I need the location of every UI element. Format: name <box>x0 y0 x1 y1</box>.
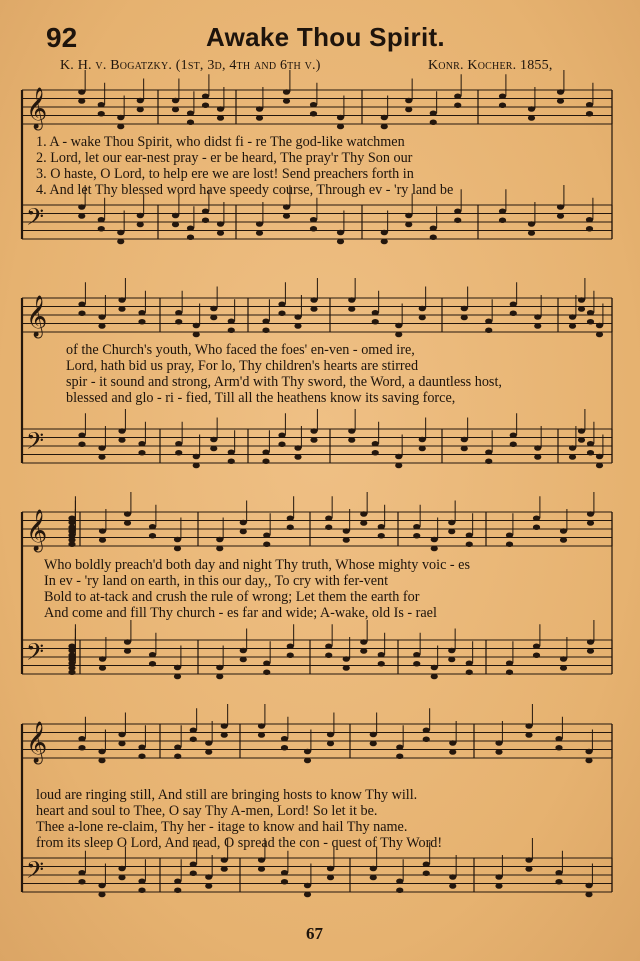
note-head <box>423 861 430 867</box>
note-head <box>327 866 334 872</box>
note-head <box>555 879 562 885</box>
note-head <box>396 887 403 893</box>
note-head <box>585 758 592 764</box>
note-head <box>423 870 430 876</box>
system-1-verse-4: 4. And let Thy blessed word have speedy course, Through ev - 'ry land be <box>36 182 454 198</box>
treble-clef-icon: 𝄞 <box>26 88 48 129</box>
note-head <box>281 879 288 885</box>
note-head <box>258 866 265 872</box>
note-head <box>98 749 105 755</box>
hymn-number: 92 <box>46 22 78 53</box>
note-head <box>304 749 311 755</box>
note-head <box>221 866 228 872</box>
note-head <box>396 878 403 884</box>
note-head <box>370 875 377 881</box>
music-credit: Konr. Kocher. 1855, <box>428 58 553 73</box>
note-head <box>423 736 430 742</box>
note-head <box>281 745 288 751</box>
note-head <box>327 732 334 738</box>
note-head <box>98 892 105 898</box>
note-head <box>281 736 288 742</box>
note-head <box>118 875 125 881</box>
note-head <box>138 878 145 884</box>
note-head <box>205 883 212 889</box>
note-head <box>449 874 456 880</box>
note-head <box>281 870 288 876</box>
system-1-verse-1: 1. A - wake Thou Spirit, who didst fi - re The god-like watchmen <box>36 134 405 150</box>
note-head <box>370 741 377 747</box>
note-head <box>258 732 265 738</box>
note-head <box>304 892 311 898</box>
note-head <box>118 866 125 872</box>
note-head <box>304 758 311 764</box>
note-head <box>205 749 212 755</box>
system-3-verse-4: And come and fill Thy church - es far and wide; A-wake, old Is - rael <box>44 605 437 621</box>
system-3-verse-2: In ev - 'ry land on earth, in this our day,, To cry with fer-vent <box>44 573 389 589</box>
note-head <box>118 732 125 738</box>
system-2-verse-1: of the Church's youth, Who faced the foes' en-ven - omed ire, <box>66 342 415 358</box>
note-head <box>258 857 265 863</box>
note-head <box>98 758 105 764</box>
hymn-title: Awake Thou Spirit. <box>206 22 445 52</box>
note-head <box>138 753 145 759</box>
note-head <box>555 745 562 751</box>
words-credit: K. H. v. Bogatzky. (1st, 3d, 4th and 6th v.) <box>60 58 321 73</box>
system-4-verse-1: loud are ringing still, And still are bringing hosts to know Thy will. <box>36 787 418 803</box>
note-head <box>525 866 532 872</box>
note-head <box>174 744 181 750</box>
bass-clef-icon: 𝄢 <box>26 856 45 889</box>
note-head <box>495 883 502 889</box>
note-head <box>327 875 334 881</box>
note-head <box>78 745 85 751</box>
system-3-verse-3: Bold to at-tack and crush the rule of wrong; Let them the earth for <box>44 589 420 605</box>
bass-clef-icon: 𝄢 <box>26 427 45 460</box>
note-head <box>138 887 145 893</box>
system-1-verse-3: 3. O haste, O Lord, to help ere we are lost! Send preachers forth in <box>36 166 414 182</box>
system-2-verse-4: blessed and glo - ri - fied, Till all the heathens know its saving force, <box>66 390 456 406</box>
note-head <box>221 723 228 729</box>
system-4-verse-2: heart and soul to Thee, O say Thy A-men, Lord! So let it be. <box>36 803 378 819</box>
note-head <box>78 879 85 885</box>
note-head <box>495 749 502 755</box>
note-head <box>449 749 456 755</box>
note-head <box>449 740 456 746</box>
system-4-verse-3: Thee a-lone re-claim, Thy her - itage to know and hail Thy name. <box>36 819 408 835</box>
note-head <box>495 740 502 746</box>
note-head <box>174 878 181 884</box>
note-head <box>205 740 212 746</box>
note-head <box>78 736 85 742</box>
note-head <box>585 883 592 889</box>
note-head <box>118 741 125 747</box>
system-3-verse-1: Who boldly preach'd both day and night Thy truth, Whose mighty voic - es <box>44 557 471 573</box>
note-head <box>370 732 377 738</box>
staff-treble <box>22 704 612 764</box>
note-head <box>205 874 212 880</box>
note-head <box>98 883 105 889</box>
note-head <box>221 732 228 738</box>
note-head <box>138 744 145 750</box>
note-head <box>396 753 403 759</box>
note-head <box>585 892 592 898</box>
note-head <box>174 753 181 759</box>
note-head <box>190 870 197 876</box>
note-head <box>525 723 532 729</box>
note-head <box>555 736 562 742</box>
page-number: 67 <box>306 924 323 943</box>
note-head <box>525 732 532 738</box>
system-2-verse-3: spir - it sound and strong, Arm'd with Thy sword, the Word, a dauntless host, <box>66 374 502 390</box>
note-head <box>423 727 430 733</box>
bass-clef-icon: 𝄢 <box>26 638 45 671</box>
note-head <box>370 866 377 872</box>
note-head <box>190 736 197 742</box>
note-head <box>585 749 592 755</box>
note-head <box>555 870 562 876</box>
treble-clef-icon: 𝄞 <box>26 296 48 337</box>
note-head <box>495 874 502 880</box>
treble-clef-icon: 𝄞 <box>26 510 48 551</box>
note-head <box>396 744 403 750</box>
note-head <box>190 861 197 867</box>
note-head <box>78 870 85 876</box>
note-head <box>221 857 228 863</box>
note-head <box>304 883 311 889</box>
treble-clef-icon: 𝄞 <box>26 722 48 763</box>
note-head <box>327 741 334 747</box>
system-1-verse-2: 2. Lord, let our ear-nest pray - er be heard, The pray'r Thy Son our <box>36 150 413 166</box>
note-head <box>258 723 265 729</box>
system-2-verse-2: Lord, hath bid us pray, For lo, Thy children's hearts are stirred <box>66 358 419 374</box>
note-head <box>449 883 456 889</box>
system-4-verse-4: from its sleep O Lord, And read, O spread the con - quest of Thy Word! <box>36 835 443 851</box>
note-head <box>525 857 532 863</box>
note-head <box>190 727 197 733</box>
note-head <box>174 887 181 893</box>
bass-clef-icon: 𝄢 <box>26 203 45 236</box>
